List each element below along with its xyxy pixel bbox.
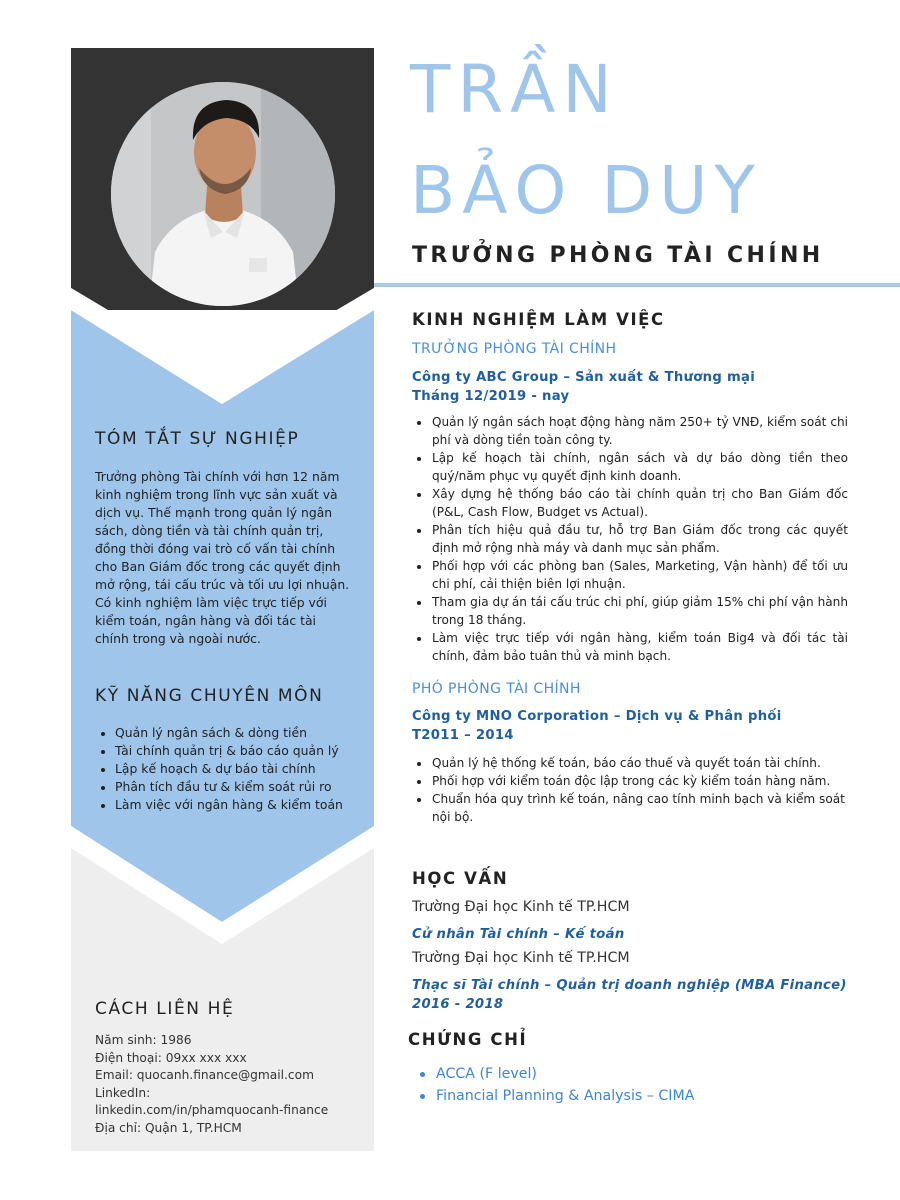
education-2-school: Trường Đại học Kinh tế TP.HCM	[412, 950, 630, 966]
education-2-years: 2016 - 2018	[412, 997, 504, 1012]
summary-text: Trưởng phòng Tài chính với hơn 12 năm kinh nghiệm trong lĩnh vực sản xuất và dịch vụ. Thế mạnh trong quản lý ngân sách, dòng tiền và tài chính quản trị, đồng thời đóng vai trò cố vấn tài chính cho Ban Giám đốc trong các quyết định mở rộng, tái cấu trúc và tối ưu lợi nhuận. Có kinh nghiệm làm việc trực tiếp với kiểm toán, ngân hàng và đối tác tài chính trong và ngoài nước.	[95, 469, 350, 646]
education-heading: HỌC VẤN	[412, 869, 509, 888]
job-2-bullet: Chuẩn hóa quy trình kế toán, nâng cao tính minh bạch và kiểm soát nội bộ.	[412, 790, 862, 826]
certificate-item: Financial Planning & Analysis – CIMA	[412, 1085, 694, 1107]
skill-item: Phân tích đầu tư & kiểm soát rủi ro	[95, 778, 365, 796]
job-2-bullets	[412, 754, 862, 826]
certificates-heading: CHỨNG CHỈ	[408, 1030, 528, 1049]
job-1-bullet: Lập kế hoạch tài chính, ngân sách và dự báo dòng tiền theo quý/năm phục vụ quyết định kinh doanh.	[412, 449, 848, 485]
job-1-period: Tháng 12/2019 - nay	[412, 389, 570, 404]
job-2-role: PHÓ PHÒNG TÀI CHÍNH	[412, 681, 581, 697]
education-1-school: Trường Đại học Kinh tế TP.HCM	[412, 899, 630, 915]
education-2-degree: Thạc sĩ Tài chính – Quản trị doanh nghiệp (MBA Finance)	[412, 978, 847, 993]
sidebar	[71, 48, 374, 1151]
contact-details	[95, 1032, 375, 1138]
job-2-bullet: Phối hợp với kiểm toán độc lập trong các kỳ kiểm toán hàng năm.	[412, 772, 862, 790]
job-2-company	[412, 707, 782, 745]
education-1-degree: Cử nhân Tài chính – Kế toán	[412, 927, 625, 942]
skills-list	[95, 724, 365, 814]
contact-address: Địa chỉ: Quận 1, TP.HCM	[95, 1120, 242, 1135]
summary-heading: TÓM TẮT SỰ NGHIỆP	[95, 429, 300, 449]
skill-item: Quản lý ngân sách & dòng tiền	[95, 724, 365, 742]
job-1-bullet: Phân tích hiệu quả đầu tư, hỗ trợ Ban Giám đốc trong các quyết định mở rộng nhà máy và danh mục sản phẩm.	[412, 521, 848, 557]
job-2-bullet: Quản lý hệ thống kế toán, báo cáo thuế và quyết toán tài chính.	[412, 754, 862, 772]
job-1-company	[412, 368, 755, 406]
job-2-company-name: Công ty MNO Corporation – Dịch vụ & Phân phối	[412, 709, 782, 724]
skill-item: Làm việc với ngân hàng & kiểm toán	[95, 796, 365, 814]
contact-heading: CÁCH LIÊN HỆ	[95, 999, 235, 1019]
job-1-bullet: Quản lý ngân sách hoạt động hàng năm 250+ tỷ VNĐ, kiểm soát chi phí và dòng tiền toàn công ty.	[412, 413, 848, 449]
job-1-bullet: Xây dựng hệ thống báo cáo tài chính quản trị cho Ban Giám đốc (P&L, Cash Flow, Budget vs Actual).	[412, 485, 848, 521]
job-1-bullet: Phối hợp với các phòng ban (Sales, Marketing, Vận hành) để tối ưu chi phí, cải thiện biên lợi nhuận.	[412, 557, 848, 593]
profile-photo	[111, 82, 335, 306]
job-2-period: T2011 – 2014	[412, 728, 514, 743]
contact-linkedin-url[interactable]: linkedin.com/in/phamquocanh-finance	[95, 1103, 329, 1118]
contact-linkedin-label: LinkedIn:	[95, 1085, 151, 1100]
name-first-line: TRẦN	[410, 51, 619, 128]
job-1-bullets	[412, 413, 848, 665]
education-2-degree-block	[412, 976, 882, 1014]
contact-phone: Điện thoại: 09xx xxx xxx	[95, 1050, 247, 1065]
skills-heading: KỸ NĂNG CHUYÊN MÔN	[95, 686, 324, 706]
skill-item: Lập kế hoạch & dự báo tài chính	[95, 760, 365, 778]
contact-birth-year: Năm sinh: 1986	[95, 1033, 192, 1047]
certificates-list	[412, 1063, 694, 1107]
job-1-bullet: Tham gia dự án tái cấu trúc chi phí, giúp giảm 15% chi phí vận hành trong 18 tháng.	[412, 593, 848, 629]
job-1-company-name: Công ty ABC Group – Sản xuất & Thương mại	[412, 370, 756, 385]
job-title: TRƯỞNG PHÒNG TÀI CHÍNH	[412, 243, 824, 268]
certificate-item: ACCA (F level)	[412, 1063, 694, 1085]
experience-heading: KINH NGHIỆM LÀM VIỆC	[412, 310, 665, 329]
name-second-line: BẢO DUY	[410, 152, 762, 229]
job-1-bullet: Làm việc trực tiếp với ngân hàng, kiểm toán Big4 và đối tác tài chính, đảm bảo tuân thủ và minh bạch.	[412, 629, 848, 665]
contact-email[interactable]: Email: quocanh.finance@gmail.com	[95, 1068, 314, 1083]
job-1-role: TRƯỞNG PHÒNG TÀI CHÍNH	[412, 341, 617, 357]
skill-item: Tài chính quản trị & báo cáo quản lý	[95, 742, 365, 760]
title-divider	[374, 283, 900, 287]
